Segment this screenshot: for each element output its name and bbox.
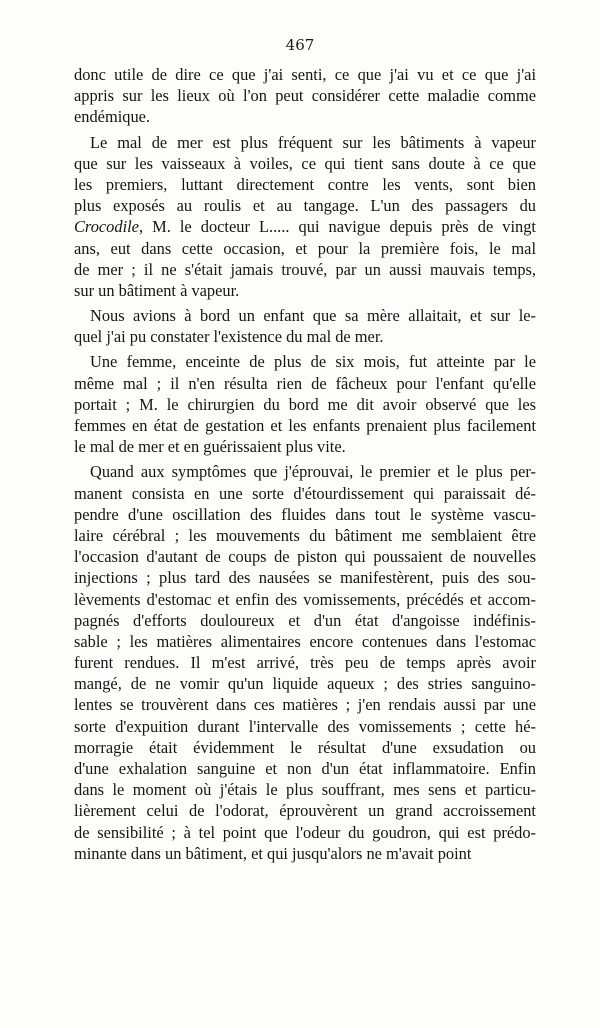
text-line: laire cérébral ; les mouvements du bâtiment me semblaient être <box>74 525 536 545</box>
text-line: femmes en état de gestation et les enfants prenaient plus facilement <box>74 416 536 435</box>
text-line: sable ; les matières alimentaires encore contenues dans l'estomac <box>74 631 536 651</box>
text-line: appris sur les lieux où l'on peut considérer cette maladie comme <box>74 86 536 106</box>
text-line: furent rendues. Il m'est arrivé, très peu de temps après avoir <box>74 653 536 673</box>
text-line: manent consista en une sorte d'étourdissement qui paraissait dé- <box>74 483 536 503</box>
paragraph <box>74 132 536 302</box>
text-line: Une femme, enceinte de plus de six mois, fut atteinte par le <box>90 352 536 372</box>
text-line: Nous avions à bord un enfant que sa mère allaitait, et sur le- <box>90 306 536 326</box>
text-line: Quand aux symptômes que j'éprouvai, le premier et le plus per- <box>90 462 536 482</box>
text-line: quel j'ai pu constater l'existence du mal de mer. <box>74 327 384 347</box>
text-line: les premiers, luttant directement contre les vents, sont bien <box>74 174 536 194</box>
text-line: lentes se trouvèrent dans ces matières ; j'en rendais aussi par une <box>74 695 536 715</box>
text-line: de mer ; il ne s'était jamais trouvé, par un aussi mauvais temps, <box>74 259 536 279</box>
text-line: donc utile de dire ce que j'ai senti, ce que j'ai vu et ce que j'ai <box>74 65 536 84</box>
text-line: endémique. <box>74 107 151 127</box>
text-line: pagnés d'efforts douloureux et d'un état d'angoisse indéfinis- <box>74 610 536 630</box>
text-line: même mal ; il n'en résulta rien de fâcheux pour l'enfant qu'elle <box>74 373 536 393</box>
paragraph <box>74 351 536 457</box>
text-line: plus exposés au roulis et au tangage. L'un des passagers du <box>74 196 536 216</box>
text-line: le mal de mer et en guérissaient plus vite. <box>74 437 346 457</box>
text-line: sorte d'expuition durant l'intervalle des vomissements ; cette hé- <box>74 716 536 736</box>
page-number: 467 <box>285 36 315 54</box>
paragraph <box>74 305 536 347</box>
text-line: injections ; plus tard des nausées se manifestèrent, puis des sou- <box>74 568 536 588</box>
text-line: Le mal de mer est plus fréquent sur les bâtiments à vapeur <box>90 132 536 152</box>
text-line: l'occasion d'autant de coups de piston qui poussaient de nouvelles <box>74 547 536 567</box>
text-line: Crocodile, M. le docteur L..... qui navigue depuis près de vingt <box>74 217 536 237</box>
text-line: dans le moment où j'étais le plus souffrant, mes sens et particu- <box>74 780 536 800</box>
paragraph <box>74 461 536 864</box>
text-line: morragie était évidemment le résultat d'une exsudation ou <box>74 737 536 757</box>
paragraph <box>74 64 536 128</box>
text-line: pendre d'une oscillation des fluides dans tout le système vascu- <box>74 504 536 524</box>
text-line: sur un bâtiment à vapeur. <box>74 280 240 300</box>
text-line: de sensibilité ; à tel point que l'odeur du goudron, qui est prédo- <box>74 822 536 842</box>
text-line: portait ; M. le chirurgien du bord me dit avoir observé que les <box>74 394 536 414</box>
text-line: minante dans un bâtiment, et qui jusqu'alors ne m'avait point <box>74 843 472 863</box>
text-line: ans, eut dans cette occasion, et pour la première fois, le mal <box>74 238 536 258</box>
text-line: mangé, de ne vomir qu'un liquide aqueux ; des stries sanguino- <box>74 674 536 694</box>
body-text <box>74 64 536 864</box>
text-line: lièrement celui de l'odorat, éprouvèrent un grand accroissement <box>74 801 536 821</box>
text-line: d'une exhalation sanguine et non d'un état inflammatoire. Enfin <box>74 759 536 778</box>
ship-name: Crocodile <box>74 217 139 237</box>
text-line: que sur les vaisseaux à voiles, ce qui tient sans doute à ce que <box>74 153 536 173</box>
text-line: lèvements d'estomac et enfin des vomissements, précédés et accom- <box>74 589 536 609</box>
